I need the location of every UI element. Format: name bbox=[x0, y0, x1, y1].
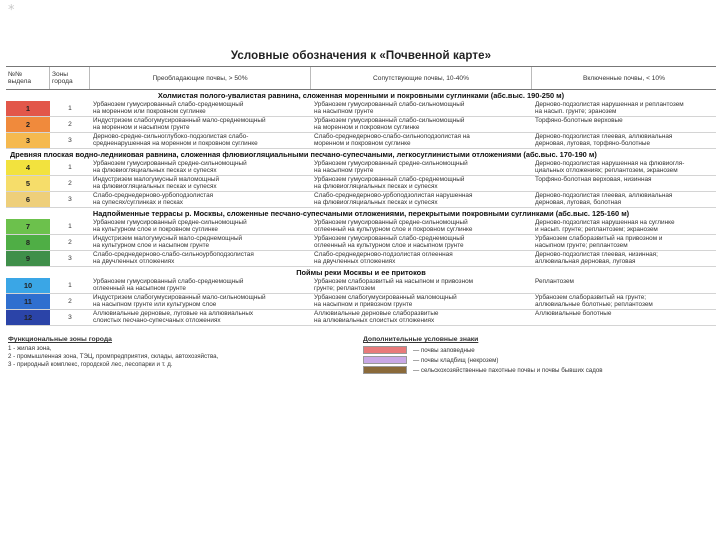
included-soils-cell: Торфяно-болотная верховая, низинная bbox=[535, 176, 652, 183]
extra-legend-item bbox=[363, 345, 703, 355]
document-title: Условные обозначения к «Почвенной карте» bbox=[230, 50, 492, 62]
accompanying-soils-cell: Урбанозем гумусированный слабо-среднемощный на флювиогляциальных песках и супесях bbox=[314, 176, 465, 190]
zone-number: 3 bbox=[68, 314, 72, 321]
header-dominant: Преобладающие почвы, > 50% bbox=[90, 67, 311, 89]
soil-unit-number: 12 bbox=[6, 310, 50, 325]
included-soils-cell: Дерново-подзолистая глеевая, низинная; аллювиальная дерновая, луговая bbox=[535, 251, 658, 265]
accompanying-soils-cell: Аллювиальные дерновые слаборазвитые на аллювиальных слоистых отложениях bbox=[314, 310, 439, 324]
included-soils-cell: Урбанозем слаборазвитый на грунте; аллювиальные болотные; реплантозем bbox=[535, 294, 653, 308]
included-soils-cell: Реплантозем bbox=[535, 278, 574, 285]
dominant-soils-cell: Индустризем малогумусный мало-среднемощный на культурном слое и насыпном грунте bbox=[93, 235, 243, 249]
dominant-soils-cell: Урбанозем гумусированный средне-сильномощный на флювиогляциальных песках и супесях bbox=[93, 160, 247, 174]
dominant-soils-cell: Урбанозем гумусированный слабо-среднемощный на моренном или покровном суглинке bbox=[93, 101, 244, 115]
table-row bbox=[6, 101, 716, 117]
included-soils-cell: Торфяно-болотные верховые bbox=[535, 117, 623, 124]
soil-unit-number: 4 bbox=[6, 160, 50, 175]
dominant-soils-cell: Индустризем слабогумусированный мало-среднемощный на моренном и насыпном грунте bbox=[93, 117, 266, 131]
dominant-soils-cell: Слабо-среднедерново-урбоподзолистая на супесях/суглинках и песках bbox=[93, 192, 214, 206]
zone-legend-line: 2 - промышленная зона, ТЭЦ, промпредприятия, склады, автохозяйства, bbox=[8, 353, 219, 360]
soil-map-legend-document bbox=[6, 46, 716, 486]
dominant-soils-cell: Аллювиальные дерновые, луговые на аллювиальных слоистых песчано-супесчаных отложениях bbox=[93, 310, 254, 324]
accompanying-soils-cell: Урбанозем слаборазвитый на насыпном и привозном грунте; реплантозем bbox=[314, 278, 474, 292]
table-row bbox=[6, 219, 716, 235]
soil-unit-number: 11 bbox=[6, 294, 50, 309]
dominant-soils-cell: Урбанозем гумусированный слабо-среднемощный оглеенный на насыпном грунте bbox=[93, 278, 244, 292]
included-soils-cell: Урбанозем слаборазвитый на привозном и насыпном грунте; реплантозем bbox=[535, 235, 663, 249]
accompanying-soils-cell: Слабо-среднедерново-урбоподзолистая нарушенная на флювиогляциальных песках и супесях bbox=[314, 192, 473, 206]
soil-unit-number: 7 bbox=[6, 219, 50, 234]
section-heading: Древняя плоская водно-ледниковая равнина, сложенная флювиогляциальными песчано-супесчаными, легкосуглинистыми отложениями (абс.выс. 170-190 м) bbox=[10, 150, 597, 159]
legend-swatch bbox=[363, 356, 407, 364]
zone-number: 2 bbox=[68, 298, 72, 305]
table-body bbox=[6, 90, 716, 326]
zone-number: 1 bbox=[68, 164, 72, 171]
table-row bbox=[6, 160, 716, 176]
legend-swatch bbox=[363, 346, 407, 354]
zone-number: 1 bbox=[68, 105, 72, 112]
accompanying-soils-cell: Урбанозем слабогумусированный маломощный на насыпном и привозном грунте bbox=[314, 294, 457, 308]
legend-label: — сельскохозяйственные пахотные почвы и почвы бывших садов bbox=[413, 366, 603, 374]
dominant-soils-cell: Индустризем малогумусный маломощный на флювиогляциальных песках и супесях bbox=[93, 176, 220, 190]
dominant-soils-cell: Индустризем слабогумусированный мало-сильномощный на насыпном грунте или культурном слое bbox=[93, 294, 266, 308]
zones-legend-title: Функциональные зоны города bbox=[8, 336, 112, 343]
zone-number: 2 bbox=[68, 121, 72, 128]
extra-legend bbox=[363, 336, 703, 375]
zone-number: 3 bbox=[68, 255, 72, 262]
legend-label: — почвы кладбищ (некрозем) bbox=[413, 356, 499, 364]
slide-mark: * bbox=[8, 3, 15, 18]
soil-unit-number: 2 bbox=[6, 117, 50, 132]
dominant-soils-cell: Дерново-средне-сильноглубоко-подзолистая слабо- средненарушенная на моренном и покровном суглинке bbox=[93, 133, 258, 147]
table-row bbox=[6, 235, 716, 251]
table-row bbox=[6, 294, 716, 310]
accompanying-soils-cell: Урбанозем гумусированный слабо-сильномощный на моренном и покровном суглинке bbox=[314, 117, 465, 131]
zone-number: 1 bbox=[68, 223, 72, 230]
extra-legend-item bbox=[363, 355, 703, 365]
header-inclusions: Включенные почвы, < 10% bbox=[583, 74, 665, 82]
table-row bbox=[6, 117, 716, 133]
dominant-soils-cell: Слабо-среднедерново-слабо-сильноурбоподзолистая на двучленных отложениях bbox=[93, 251, 254, 265]
zone-number: 2 bbox=[68, 239, 72, 246]
extra-legend-title: Дополнительные условные знаки bbox=[363, 336, 479, 343]
table-row bbox=[6, 192, 716, 208]
included-soils-cell: Аллювиальные болотные bbox=[535, 310, 612, 317]
legend bbox=[6, 336, 716, 375]
accompanying-soils-cell: Урбанозем гумусированный средне-сильномощный оглеенный на культурном слое и покровном суглинке bbox=[314, 219, 473, 233]
soil-unit-number: 9 bbox=[6, 251, 50, 266]
zones-legend bbox=[6, 336, 363, 375]
section-heading: Поймы реки Москвы и ее притоков bbox=[296, 268, 426, 277]
zone-legend-line: 1 - жилая зона, bbox=[8, 345, 52, 352]
included-soils-cell: Дерново-подзолистая нарушенная на суглинке и насып. грунте; реплантозем; экранозем bbox=[535, 219, 675, 233]
soil-unit-number: 8 bbox=[6, 235, 50, 250]
accompanying-soils-cell: Урбанозем гумусированный средне-сильномощный на насыпном грунте bbox=[314, 160, 468, 174]
zone-number: 2 bbox=[68, 180, 72, 187]
soil-unit-number: 5 bbox=[6, 176, 50, 191]
zone-number: 1 bbox=[68, 282, 72, 289]
dominant-soils-cell: Урбанозем гумусированный средне-сильномощный на культурном слое и покровном суглинке bbox=[93, 219, 247, 233]
section-heading: Надпойменные террасы р. Москвы, сложенные песчано-супесчаными отложениями, перекрытыми покровными суглинками (абс.выс. 125-160 м) bbox=[92, 209, 630, 218]
soil-unit-number: 1 bbox=[6, 101, 50, 116]
zone-legend-line: 3 - природный комплекс, городской лес, лесопарки и т. д. bbox=[8, 361, 173, 368]
header-accompanying: Сопутствующие почвы, 10-40% bbox=[311, 67, 532, 89]
table-row bbox=[6, 310, 716, 326]
table-row bbox=[6, 133, 716, 149]
extra-legend-item bbox=[363, 365, 703, 375]
included-soils-cell: Дерново-подзолистая глеевая, аллювиальная дерновая, луговая, болотная bbox=[535, 192, 673, 206]
header-num: №№ выдела bbox=[6, 67, 50, 89]
zone-number: 3 bbox=[68, 196, 72, 203]
table-row bbox=[6, 176, 716, 192]
accompanying-soils-cell: Слабо-среднедерново-подзолистая оглеенная на двучленных отложениях bbox=[314, 251, 453, 265]
soil-unit-number: 10 bbox=[6, 278, 50, 293]
header-zone: Зоны города bbox=[50, 67, 90, 89]
zone-number: 3 bbox=[68, 137, 72, 144]
soil-unit-number: 6 bbox=[6, 192, 50, 207]
included-soils-cell: Дерново-подзолистая глеевая, аллювиальная дерновая, луговая, торфяно-болотные bbox=[535, 133, 673, 147]
legend-swatch bbox=[363, 366, 407, 374]
section-heading: Холмистая полого-увалистая равнина, сложенная моренными и покровными суглинками (абс.выс. 190-250 м) bbox=[157, 91, 565, 100]
accompanying-soils-cell: Урбанозем гумусированный слабо-сильномощный на насыпном грунте bbox=[314, 101, 465, 115]
included-soils-cell: Дерново-подзолистая нарушенная и реплантозем на насып. грунте; эранозем bbox=[535, 101, 684, 115]
table-row bbox=[6, 251, 716, 267]
accompanying-soils-cell: Слабо-среднедерново-слабо-сильноподзолистая на моренном и покровном суглинке bbox=[314, 133, 470, 147]
table-row bbox=[6, 278, 716, 294]
accompanying-soils-cell: Урбанозем гумусированный слабо-среднемощный оглеенный на культурном слое и насыпном грунте bbox=[314, 235, 465, 249]
table-header bbox=[6, 66, 716, 90]
legend-label: — почвы заповедные bbox=[413, 346, 475, 354]
included-soils-cell: Дерново-подзолистая нарушенная на флювиогля- циальных отложениях; реплантозем, экранозем bbox=[535, 160, 685, 174]
soil-unit-number: 3 bbox=[6, 133, 50, 148]
